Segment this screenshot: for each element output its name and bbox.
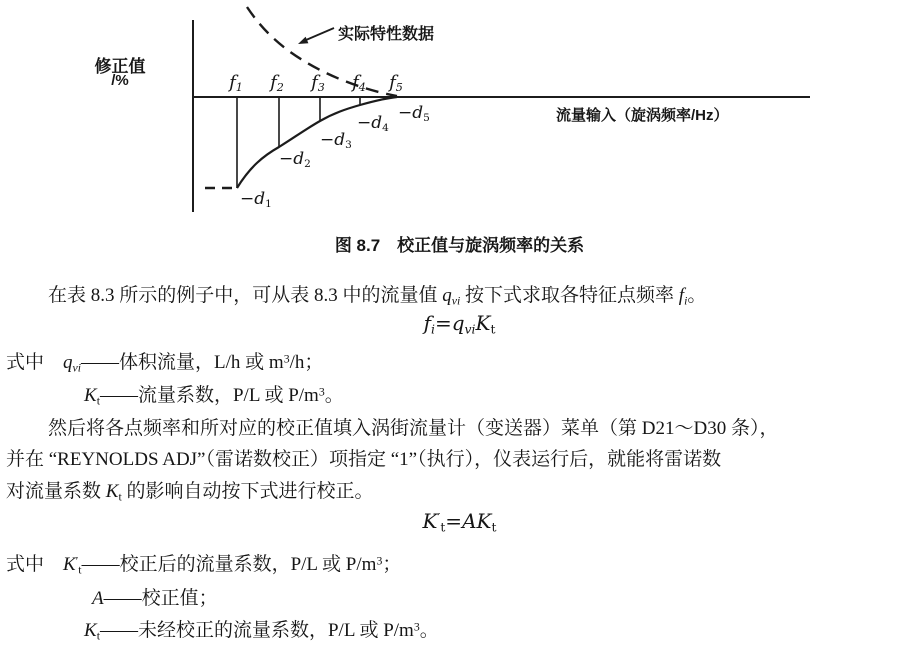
formula-kt-prime: K′t=AKt — [422, 509, 497, 535]
freq-label-f1: f1 — [229, 72, 243, 95]
definition-kt-prime: 式中 K′t——校正后的流量系数，P/L 或 $P/m^3$； — [6, 554, 402, 577]
curve-annotation-label: 实际特性数据 — [338, 26, 435, 43]
deviation-label-d5: −d5 — [398, 103, 430, 124]
definition-a: A——校正值； — [92, 588, 218, 609]
annotation-arrow-line — [306, 28, 334, 40]
deviation-label-d3: −d3 — [320, 130, 352, 151]
deviation-label-d4: −d4 — [357, 113, 389, 134]
freq-label-f4: f4 — [352, 72, 366, 95]
annotation-arrow-head — [298, 37, 308, 44]
figure-8-7 — [0, 0, 919, 230]
y-axis-unit-label: /% — [111, 72, 129, 89]
deviation-label-d1: −d1 — [240, 189, 272, 210]
y-axis-label: 修正值 — [94, 57, 146, 76]
paragraph-2-line-2: 并在 “REYNOLDS ADJ”（雷诺数校正）项指定 “1”（执行），仪表运行后，就能将雷诺数 — [6, 449, 722, 470]
paragraph-1: 在表 8.3 所示的例子中，可从表 8.3 中的流量值 qvi 按下式求取各特征点频率 fi。 — [48, 285, 707, 308]
paragraph-2-line-1: 然后将各点频率和所对应的校正值填入涡街流量计（变送器）菜单（第 D21～D30 条）， — [48, 418, 779, 439]
definition-kt: Kt——流量系数，P/L 或 $P/m^3$。 — [84, 385, 344, 408]
figure-plot — [0, 0, 919, 230]
definition-kt-uncorrected: Kt——未经校正的流量系数，P/L 或 $P/m^3$。 — [84, 620, 439, 643]
freq-label-f2: f2 — [270, 72, 284, 95]
deviation-label-d2: −d2 — [279, 149, 311, 170]
definition-qvi: 式中 qvi——体积流量，L/h 或 $m^3/h$； — [6, 352, 324, 375]
freq-label-f5: f5 — [389, 72, 403, 95]
formula-fi: fi=qviKt — [423, 311, 496, 337]
correction-curve — [237, 97, 397, 188]
freq-label-f3: f3 — [311, 72, 325, 95]
paragraph-2-line-3: 对流量系数 Kt 的影响自动按下式进行校正。 — [6, 481, 374, 504]
figure-caption: 图 8.7 校正值与旋涡频率的关系 — [334, 236, 585, 255]
x-axis-label: 流量输入（旋涡频率/Hz） — [556, 107, 729, 124]
